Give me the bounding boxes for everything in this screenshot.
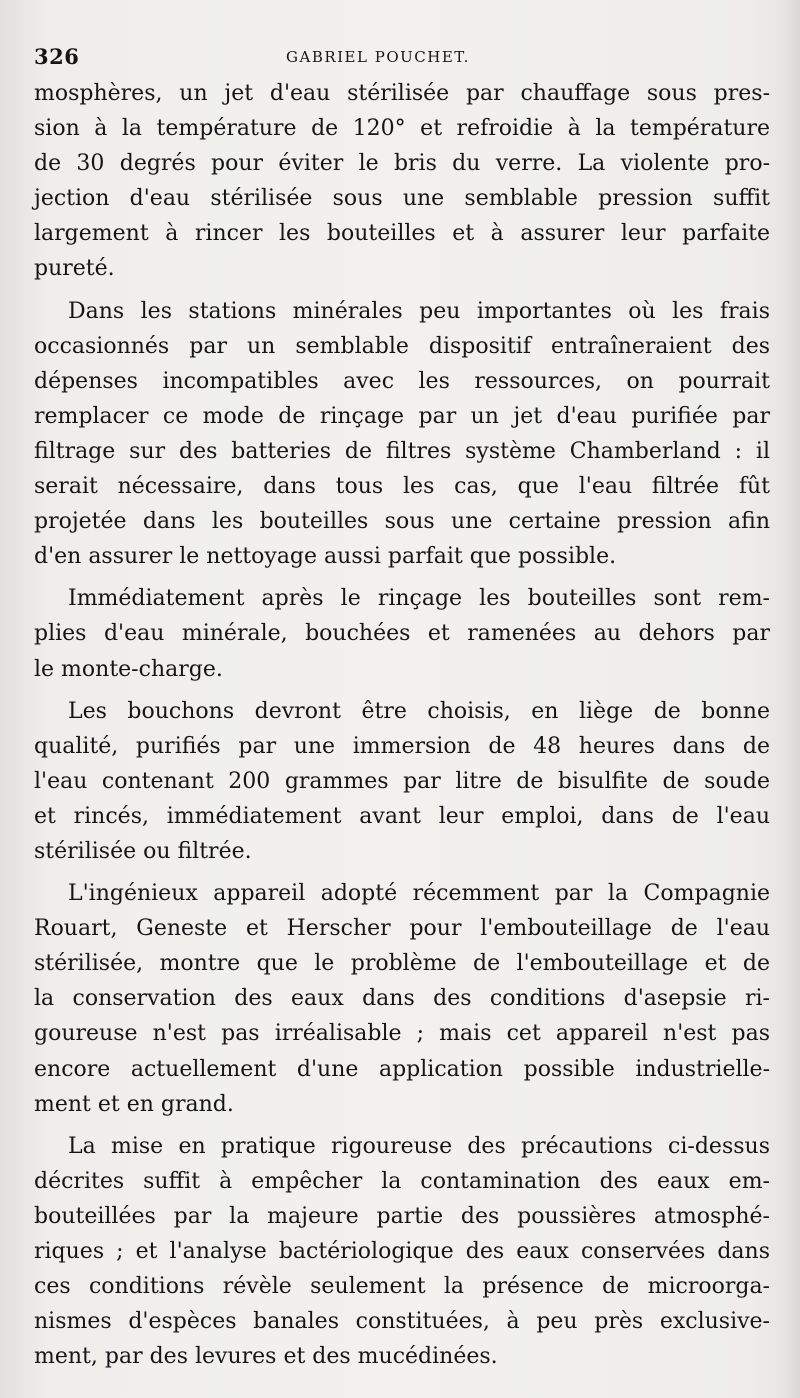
text-line: encore actuellement d'une application possible industrielle- [34,1056,770,1082]
text-line: pureté. [34,256,115,282]
body-text [34,76,770,1374]
text-line: et rincés, immédiatement avant leur emploi, dans de l'eau [34,803,770,829]
text-line: d'en assurer le nettoyage aussi parfait que possible. [34,544,617,570]
text-line: jection d'eau stérilisée sous une semblable pression suffit [34,186,770,212]
text-line: Immédiatement après le rinçage les bouteilles sont rem- [68,586,770,612]
text-line: plies d'eau minérale, bouchées et ramenées au dehors par [34,621,770,647]
text-line: décrites suffit à empêcher la contamination des eaux em- [34,1168,770,1194]
paragraph [34,294,770,575]
text-line: riques ; et l'analyse bactériologique des eaux conservées dans [34,1239,770,1264]
text-line: projetée dans les bouteilles sous une certaine pression afin [34,509,770,535]
text-line: qualité, purifiés par une immersion de 48 heures dans de [34,733,770,759]
scan-edge-shading [782,0,800,1398]
text-line: mosphères, un jet d'eau stérilisée par chauffage sous pres- [34,81,770,106]
text-line: la conservation des eaux dans des conditions d'asepsie ri- [34,986,770,1012]
text-line: ment, par des levures et des mucédinées. [34,1344,498,1370]
text-line: serait nécessaire, dans tous les cas, que l'eau filtrée fût [34,474,770,500]
text-line: Dans les stations minérales peu importantes où les frais [68,298,770,324]
text-line: de 30 degrés pour éviter le bris du verre. La violente pro- [34,151,770,177]
text-line: occasionnés par un semblable dispositif entraîneraient des [34,333,770,359]
text-line: dépenses incompatibles avec les ressources, on pourrait [34,368,770,394]
text-line: ces conditions révèle seulement la présence de microorga- [34,1274,770,1300]
page-number: 326 [34,44,80,69]
paragraph [34,694,770,869]
text-line: La mise en pratique rigoureuse des précautions ci-dessus [68,1133,770,1159]
text-line: sion à la température de 120° et refroidie à la température [34,116,770,142]
text-line: largement à rincer les bouteilles et à assurer leur parfaite [34,221,770,247]
text-line: stérilisée, montre que le problème de l'embouteillage et de [34,951,770,977]
page-header [34,40,770,76]
paragraph [34,1129,770,1375]
text-line: le monte-charge. [34,656,223,682]
text-line: l'eau contenant 200 grammes par litre de bisulfite de soude [34,768,770,794]
text-line: filtrage sur des batteries de filtres système Chamberland : il [34,438,770,464]
text-line: ment et en grand. [34,1091,234,1117]
text-line: L'ingénieux appareil adopté récemment par la Compagnie [68,881,770,907]
running-head: GABRIEL POUCHET. [286,48,470,66]
text-line: nismes d'espèces banales constituées, à peu près exclusive- [34,1309,770,1335]
text-line: remplacer ce mode de rinçage par un jet d'eau purifiée par [34,403,770,429]
text-line: Les bouchons devront être choisis, en liège de bonne [68,698,770,724]
text-line: goureuse n'est pas irréalisable ; mais cet appareil n'est pas [34,1021,770,1047]
text-line: stérilisée ou filtrée. [34,838,252,864]
text-line: bouteillées par la majeure partie des poussières atmosphé- [34,1203,770,1229]
paragraph [34,76,770,287]
paragraph [34,581,770,686]
paragraph [34,876,770,1122]
text-line: Rouart, Geneste et Herscher pour l'embouteillage de l'eau [34,916,770,942]
